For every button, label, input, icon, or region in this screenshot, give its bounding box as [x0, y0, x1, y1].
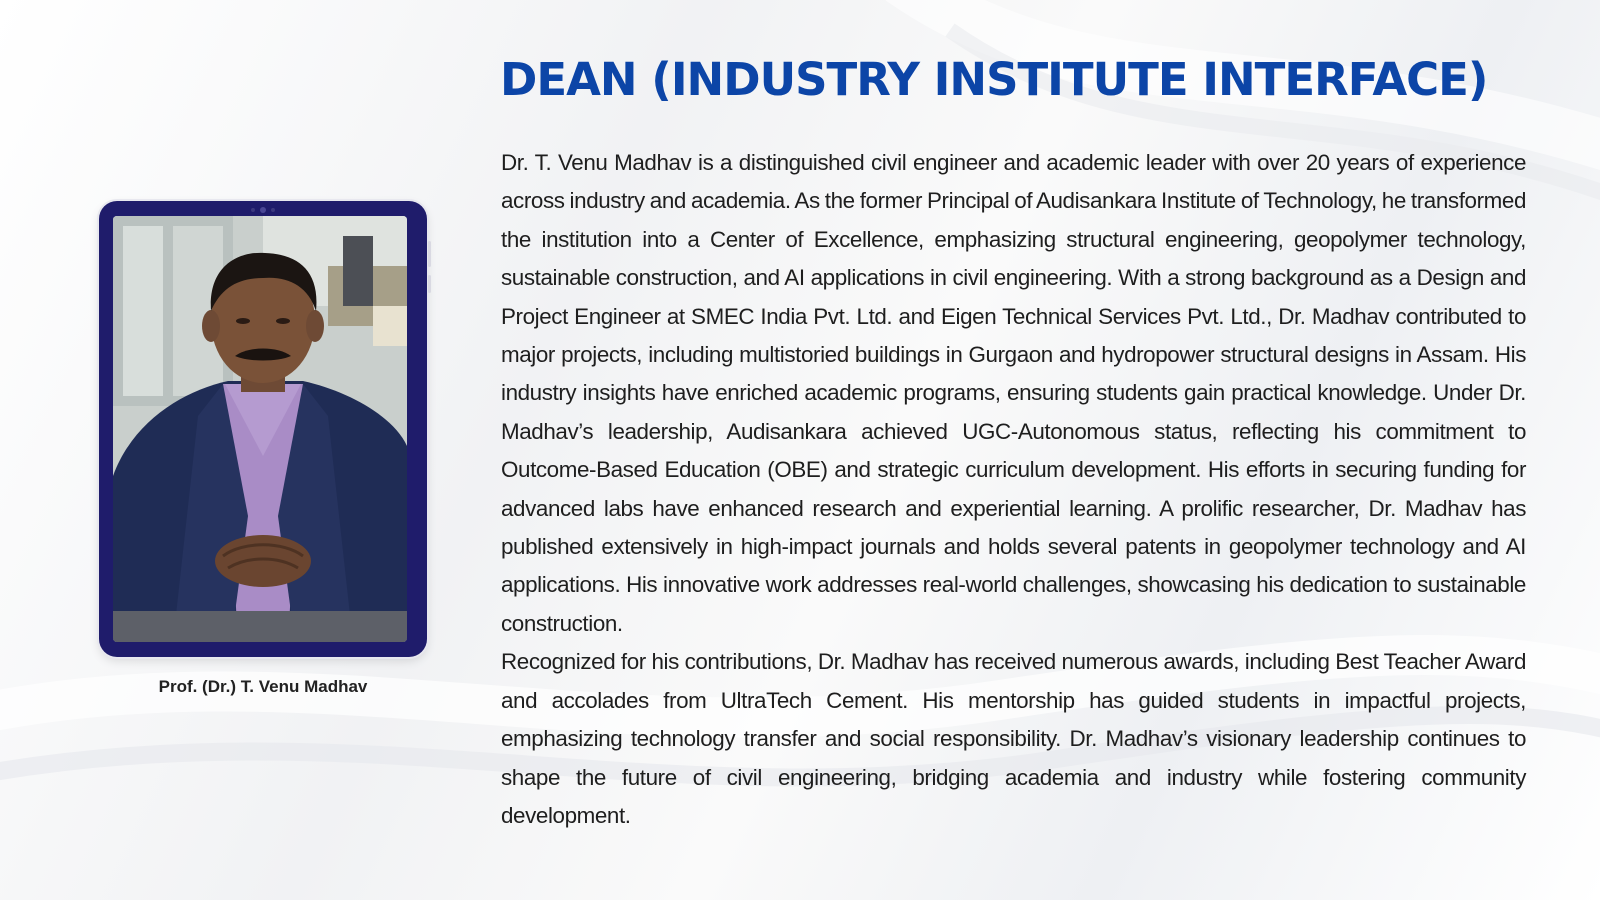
tablet-side-button	[428, 275, 431, 293]
bio-paragraph: Recognized for his contributions, Dr. Madhav has received numerous awards, including Best Teacher Award and accolades from UltraTech Cement. His mentorship has guided students in impactful projects, emphasizing technology transfer and social responsibility. Dr. Madhav’s visionary leadership continues to shape the future of civil engineering, bridging academia and industry while fostering community development.	[501, 649, 1526, 828]
biography	[501, 144, 1526, 835]
tablet-frame	[99, 201, 427, 657]
camera-icon	[251, 207, 275, 213]
page-title: DEAN (INDUSTRY INSTITUTE INTERFACE)	[500, 53, 1488, 106]
profile-photo	[113, 216, 407, 642]
tablet-side-button	[428, 241, 431, 267]
profile-caption: Prof. (Dr.) T. Venu Madhav	[158, 677, 368, 696]
portrait-photo-icon	[113, 216, 407, 642]
bio-paragraph: Dr. T. Venu Madhav is a distinguished civil engineer and academic leader with over 20 years of experience across industry and academia. As the former Principal of Audisankara Institute of Technology, he transformed the institution into a Center of Excellence, emphasizing structural engineering, geopolymer technology, sustainable construction, and AI applications in civil engineering. With a strong background as a Design and Project Engineer at SMEC India Pvt. Ltd. and Eigen Technical Services Pvt. Ltd., Dr. Madhav contributed to major projects, including multistoried buildings in Gurgaon and hydropower structural designs in Assam. His industry insights have enriched academic programs, ensuring students gain practical knowledge. Under Dr. Madhav’s leadership, Audisankara achieved UGC-Autonomous status, reflecting his commitment to Outcome-Based Education (OBE) and strategic curriculum development. His efforts in securing funding for advanced labs have enhanced research and experiential learning. A prolific researcher, Dr. Madhav has published extensively in high-impact journals and holds several patents in geopolymer technology and AI applications. His innovative work addresses real-world challenges, showcasing his dedication to sustainable construction.	[501, 150, 1526, 636]
